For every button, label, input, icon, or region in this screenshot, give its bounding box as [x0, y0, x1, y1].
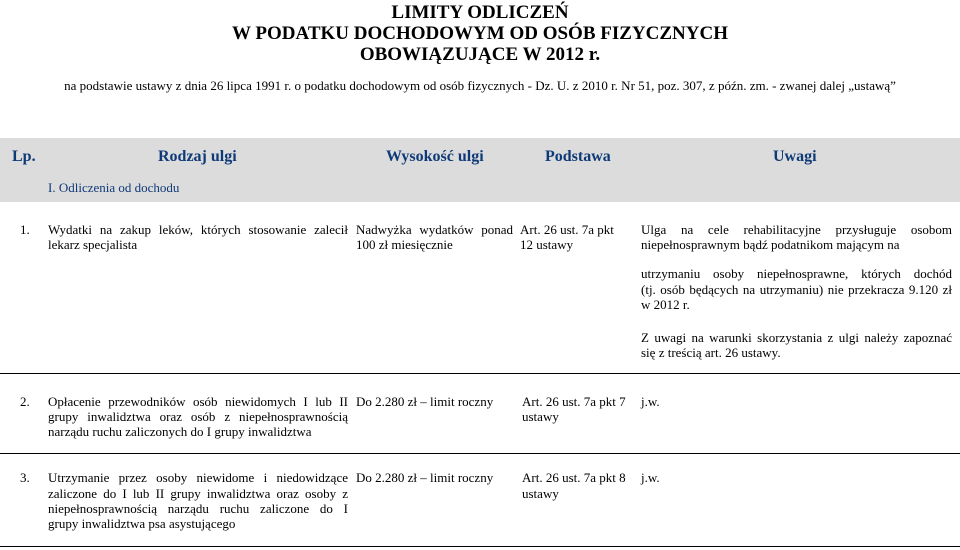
title-line: LIMITY ODLICZEŃ — [391, 2, 569, 23]
row-rodzaj-line: niepełnosprawnością narządu ruchu zaliczone do I — [48, 501, 348, 516]
row-podstawa-line: 12 ustawy — [520, 237, 574, 252]
row-rodzaj-line: grupy inwalidztwa psa asystującego — [48, 516, 236, 531]
row-podstawa-line: Art. 26 ust. 7a pkt — [520, 222, 614, 237]
row-wysokosc-line: Do 2.280 zł – limit roczny — [356, 470, 494, 485]
row-uwagi-line: Ulga na cele rehabilitacyjne przysługuje osobom — [641, 222, 952, 237]
section-row — [0, 176, 960, 202]
row-podstawa-line: ustawy — [522, 486, 559, 501]
document-subtitle: na podstawie ustawy z dnia 26 lipca 1991 r. o podatku dochodowym od osób fizycznych - Dz. U. z 2010 r. Nr 51, poz. 307, z późn. zm. - zwanej dalej „ustawą” — [64, 78, 896, 93]
row-rodzaj-line: grupy inwalidztwa oraz osób z niepełnosprawnością — [48, 409, 348, 424]
row-number: 1. — [20, 222, 30, 237]
row-uwagi-line: utrzymaniu osoby niepełnosprawne, których dochód — [641, 266, 952, 281]
title-line: W PODATKU DOCHODOWYM OD OSÓB FIZYCZNYCH — [232, 23, 728, 44]
header-rodzaj-ulgi: Rodzaj ulgi — [158, 148, 237, 165]
row-rodzaj-line: Utrzymanie przez osoby niewidome i niedowidzące — [48, 470, 348, 485]
row-rodzaj-line: lekarz specjalista — [48, 237, 138, 252]
section-label: I. Odliczenia od dochodu — [48, 180, 180, 195]
header-uwagi: Uwagi — [773, 148, 817, 165]
row-uwagi: j.w. — [641, 394, 660, 409]
row-uwagi-line: (tj. osób będących na utrzymaniu) nie przekracza 9.120 zł — [641, 282, 952, 297]
row-divider — [0, 453, 960, 454]
row-divider — [0, 373, 960, 374]
row-wysokosc-line: Do 2.280 zł – limit roczny — [356, 394, 494, 409]
document-title — [0, 2, 960, 65]
row-rodzaj-line: Opłacenie przewodników osób niewidomych I lub II — [48, 394, 348, 409]
row-wysokosc-line: 100 zł miesięcznie — [356, 237, 453, 252]
row-wysokosc-line: Nadwyżka wydatków ponad — [356, 222, 513, 237]
header-wysokosc-ulgi: Wysokość ulgi — [386, 148, 484, 165]
row-podstawa-line: ustawy — [522, 409, 559, 424]
row-uwagi-line: niepełnosprawnym bądź podatnikom mającym na — [641, 237, 900, 252]
header-lp: Lp. — [12, 148, 36, 165]
row-uwagi-line: w 2012 r. — [641, 297, 690, 312]
row-uwagi-line: Z uwagi na warunki skorzystania z ulgi należy zapoznać — [641, 330, 952, 345]
row-podstawa-line: Art. 26 ust. 7a pkt 7 — [522, 394, 626, 409]
row-uwagi: j.w. — [641, 470, 660, 485]
row-rodzaj-line: narządu ruchu zaliczonych do I grupy inwalidztwa — [48, 424, 312, 439]
row-number: 3. — [20, 470, 30, 485]
row-uwagi-line: się z treścią art. 26 ustawy. — [641, 345, 781, 360]
row-number: 2. — [20, 394, 30, 409]
row-podstawa-line: Art. 26 ust. 7a pkt 8 — [522, 470, 626, 485]
header-podstawa: Podstawa — [545, 148, 611, 165]
row-rodzaj-line: zaliczone do I lub II grupy inwalidztwa oraz osoby z — [48, 486, 348, 501]
row-divider — [0, 546, 960, 547]
table-header — [0, 138, 960, 176]
title-line: OBOWIĄZUJĄCE W 2012 r. — [359, 44, 601, 65]
row-rodzaj-line: Wydatki na zakup leków, których stosowanie zalecił — [48, 222, 348, 237]
